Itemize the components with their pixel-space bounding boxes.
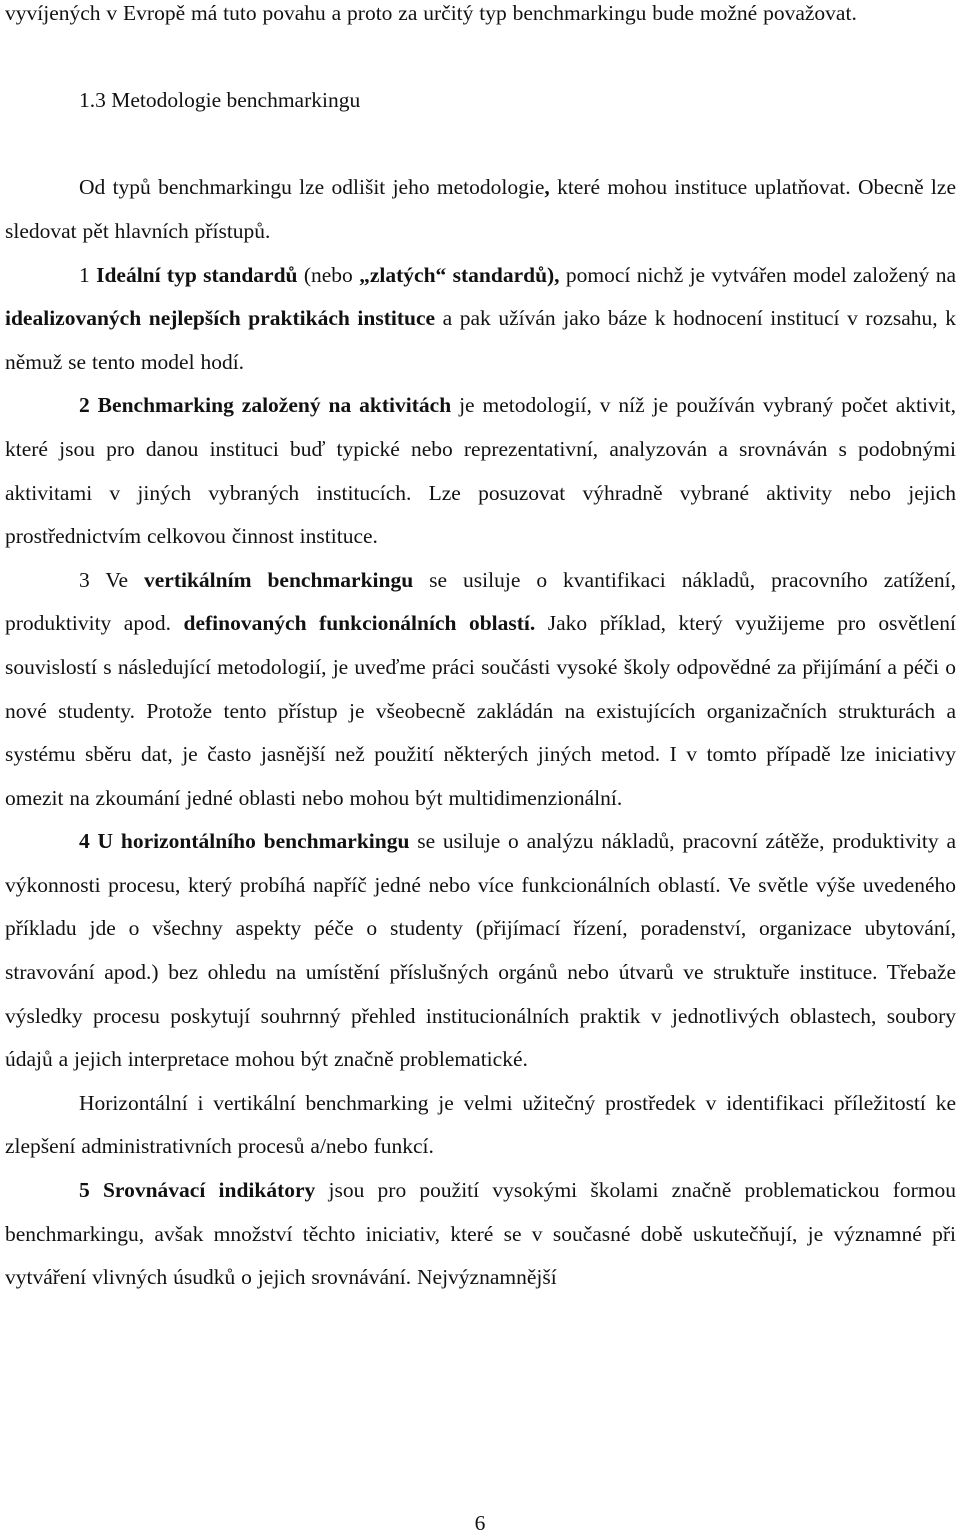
text-run: (nebo bbox=[297, 262, 360, 287]
bold-run: vertikálním benchmarkingu bbox=[143, 567, 414, 592]
bold-run: definovaných funkcionálních oblastí. bbox=[183, 611, 536, 636]
text-run: Od typů benchmarkingu lze odlišit jeho metodologie bbox=[79, 175, 545, 200]
section-heading: 1.3 Metodologie benchmarkingu bbox=[79, 88, 361, 113]
page-number: 6 bbox=[474, 1511, 486, 1535]
paragraph-horizontal bbox=[5, 820, 956, 1082]
paragraph-ideal-type bbox=[5, 254, 956, 385]
bold-run: 4 U horizontálního benchmarkingu bbox=[79, 829, 410, 854]
text-run: které mohou instituce uplatňovat. Obecně lze sledovat pět hlavních přístupů. bbox=[5, 175, 956, 243]
text-run: Jako příklad, který využijeme pro osvětlení souvislostí s následující metodologií, je uveďme práci součásti vysoké školy odpovědné za přijímání a péči o nové studenty. Protože tento přístup je všeobecně zakládán na existujících organizačních strukturách a systému sběru dat, je často jasnější než použití některých jiných metod. I v tomto případě lze iniciativy omezit na zkoumání jedné oblasti nebo mohou být multidimenzionální. bbox=[5, 611, 956, 810]
text-run: 3 Ve bbox=[79, 567, 144, 592]
text-run: jsou pro použití vysokými školami značně problematickou formou benchmarkingu, avšak množství těchto iniciativ, které se v současné době uskutečňují, je významné při vytváření vlivných úsudků o jejich srovnávání. Nejvýznamnější bbox=[5, 1178, 956, 1290]
bold-run: , bbox=[544, 175, 550, 200]
text-run: je metodologií, v níž je používán vybraný počet aktivit, které jsou pro danou instituci buď typické nebo reprezentativní, analyzován a srovnáván s podobnými aktivitami v jiných vybraných institucích. Lze posuzovat výhradně vybrané aktivity nebo jejich prostřednictvím celkovou činnost instituce. bbox=[5, 393, 957, 549]
paragraph-vertical bbox=[5, 559, 956, 821]
paragraph-horizontal-vertical bbox=[5, 1082, 956, 1169]
text-run: Horizontální i vertikální benchmarking je velmi užitečný prostředek v identifikaci příležitostí ke zlepšení administrativních procesů a/nebo funkcí. bbox=[5, 1090, 956, 1159]
intro-text: vyvíjených v Evropě má tuto povahu a proto za určitý typ benchmarkingu bude možné považovat. bbox=[5, 1, 857, 25]
text-run: 1 bbox=[79, 262, 97, 287]
text-run: a pak užíván jako báze k hodnocení institucí v rozsahu, k němuž se tento model hodí. bbox=[5, 306, 956, 374]
bold-run: 5 Srovnávací indikátory bbox=[79, 1178, 316, 1203]
bold-run: „zlatých“ standardů), bbox=[359, 262, 560, 287]
intro-paragraph bbox=[5, 0, 956, 36]
paragraph-methodologies bbox=[5, 166, 956, 253]
text-run: se usiluje o analýzu nákladů, pracovní zátěže, produktivity a výkonnosti procesu, který probíhá napříč jedné nebo více funkcionálních oblastí. Ve světle výše uvedeného příkladu jde o všechny aspekty péče o studenty (přijímací řízení, poradenství, organizace ubytování, stravování apod.) bez ohledu na umístění příslušných orgánů nebo útvarů ve struktuře instituce. Třebaže výsledky procesu poskytují souhrnný přehled institucionálních praktik v jednotlivých oblastech, soubory údajů a jejich interpretace mohou být značně problematické. bbox=[5, 829, 956, 1072]
document-page bbox=[5, 0, 956, 1300]
spacer bbox=[5, 36, 956, 80]
bold-run: 2 Benchmarking založený na aktivitách bbox=[79, 393, 452, 418]
spacer bbox=[5, 123, 956, 167]
text-run: pomocí nichž je vytvářen model založený na bbox=[559, 262, 957, 287]
paragraph-indicators bbox=[5, 1169, 956, 1300]
paragraph-activity-based bbox=[5, 384, 956, 558]
text-run: se usiluje o kvantifikaci nákladů, pracovního zatížení, produktivity apod. bbox=[5, 567, 956, 636]
bold-run: Ideální typ standardů bbox=[96, 262, 298, 287]
bold-run: idealizovaných nejlepších praktikách instituce bbox=[5, 306, 436, 331]
